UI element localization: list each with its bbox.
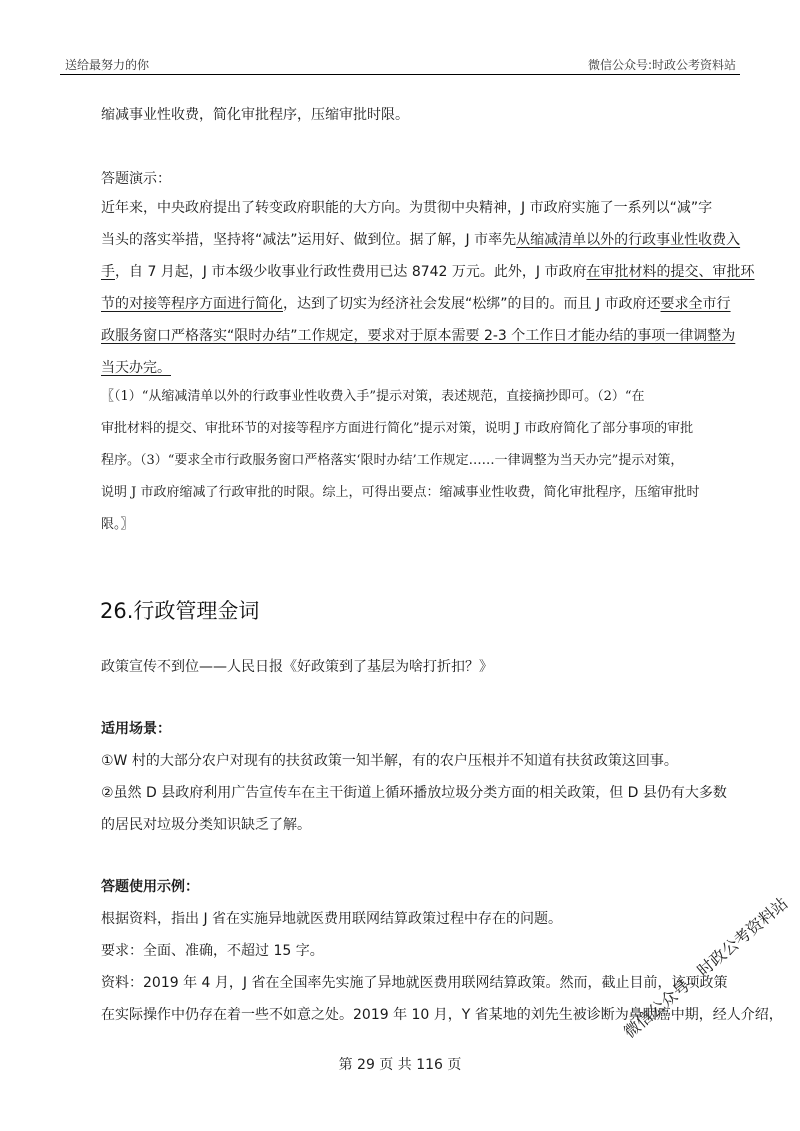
header-right-text: 微信公众号:时政公考资料站 [587, 58, 736, 72]
demo-line-1 [101, 197, 712, 217]
scenario-label: 适用场景： [101, 721, 171, 737]
demo-label: 答题演示： [101, 171, 171, 187]
analysis-line: 〖（1）“从缩减清单以外的行政事业性收费入手”提示对策，表述规范，直接摘抄即可。（2）“在 [101, 389, 645, 404]
demo-text: ，达到了切实为经济社会发展“松绑”的目的。而且 J 市政府还 [283, 296, 661, 312]
example-line: 要求：全面、准确，不超过 15 字。 [101, 943, 324, 959]
example-line: 根据资料，指出 J 省在实施异地就医费用联网结算政策过程中存在的问题。 [101, 911, 563, 927]
analysis-line: 程序。（3）“要求全市行政服务窗口严格落实‘限时办结’工作规定……一律调整为当天办完”提示对策， [101, 453, 684, 468]
underlined-text: 政服务窗口严格落实“限时办结”工作规定，要求对于原本需要 2-3 个工作日才能办结的事项一律调整为 [101, 328, 736, 344]
section-subtitle: 政策宣传不到位——人民日报《好政策到了基层为啥打折扣？》 [101, 659, 493, 675]
example-label: 答题使用示例： [101, 879, 199, 895]
example-line: 在实际操作中仍存在着一些不如意之处。2019 年 10 月，Y 省某地的刘先生被诊断为鼻咽癌中期，经人介绍， [101, 1007, 783, 1023]
analysis-line: 限。〗 [101, 517, 134, 532]
header-left-text: 送给最努力的你 [65, 58, 150, 72]
example-line: 资料：2019 年 4 月，J 省在全国率先实施了异地就医费用联网结算政策。然而，截止目前，该项政策 [101, 975, 728, 991]
underlined-text: 手 [101, 264, 115, 280]
underlined-text: 节的对接等程序方面进行简化 [101, 296, 283, 312]
underlined-text: 要求全市行 [660, 296, 731, 312]
demo-line-4 [101, 293, 731, 313]
section-title: 26.行政管理金词 [100, 599, 260, 623]
demo-text: 当头的落实举措，坚持将“减法”运用好、做到位。据了解，J 市率先 [101, 232, 517, 248]
scenario-item: ①W 村的大部分农户对现有的扶贫政策一知半解，有的农户压根并不知道有扶贫政策这回事。 [101, 753, 678, 769]
analysis-line: 说明 J 市政府缩减了行政审批的时限。综上，可得出要点：缩减事业性收费，简化审批程序，压缩审批时 [101, 485, 700, 500]
underlined-text: 从缩减清单以外的行政事业性收费入 [516, 232, 741, 248]
scenario-item: 的居民对垃圾分类知识缺乏了解。 [101, 817, 311, 833]
demo-line-2 [101, 229, 740, 249]
analysis-line: 审批材料的提交、审批环节的对接等程序方面进行简化”提示对策，说明 J 市政府简化了部分事项的审批 [101, 421, 694, 436]
underlined-text: 当天办完。 [101, 360, 171, 376]
demo-line-3 [101, 261, 755, 281]
demo-line-6 [101, 357, 171, 377]
underlined-text: 在审批材料的提交、审批环 [586, 264, 755, 280]
scenario-item: ②虽然 D 县政府利用广告宣传车在主干街道上循环播放垃圾分类方面的相关政策，但 D 县仍有大多数 [101, 785, 727, 801]
demo-text: ，自 7 月起，J 市本级少收事业行政性费用已达 8742 万元。此外，J 市政府 [115, 264, 587, 280]
intro-line: 缩减事业性收费，简化审批程序，压缩审批时限。 [101, 107, 409, 123]
watermark: 微信公众号：时政公考资料站 [619, 893, 792, 1042]
demo-line-5 [101, 325, 735, 345]
page-number: 第 29 页 共 116 页 [338, 1057, 462, 1073]
header-divider [60, 74, 740, 75]
demo-text: 近年来，中央政府提出了转变政府职能的大方向。为贯彻中央精神，J 市政府实施了一系列以“减”字 [101, 200, 713, 216]
